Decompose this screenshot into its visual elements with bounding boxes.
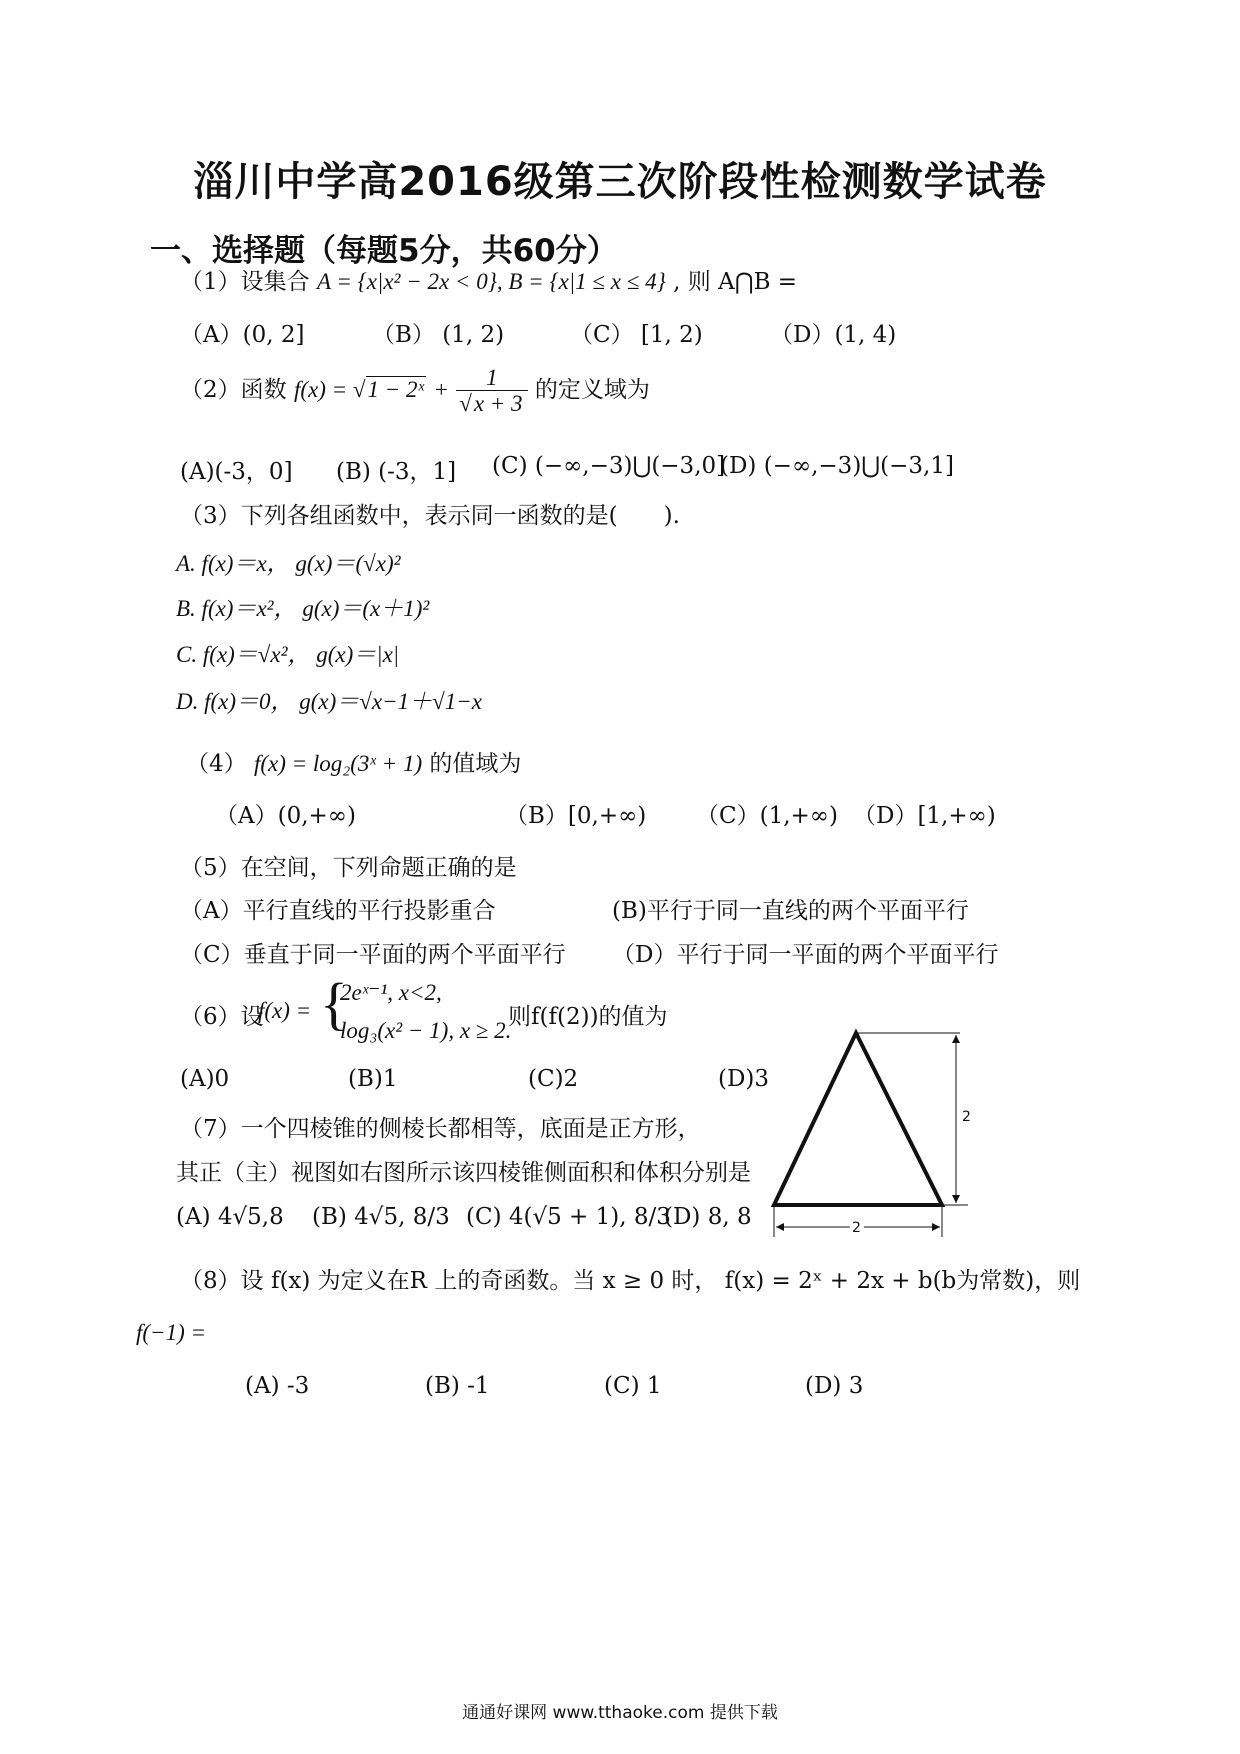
q1-option-c: （C） [1, 2) (570, 322, 703, 348)
q1-option-b: （B） (1, 2) (372, 322, 505, 348)
q3-option-a: A. f(x)＝x， g(x)＝(√x)² (176, 551, 401, 576)
question-2 (180, 365, 650, 417)
page-footer: 通通好课网 www.tthaoke.com 提供下载 (462, 1703, 778, 1723)
q8-option-a: (A) -3 (245, 1373, 310, 1399)
triangle-shape (774, 1033, 942, 1205)
q7-option-b: (B) 4√5, 8/3 (312, 1204, 450, 1230)
q1-tail: , 则 A⋂B = (673, 269, 798, 295)
q2-frac-den: √x + 3 (459, 391, 523, 417)
q1-expr: A = {x|x² − 2x < 0}, B = {x|1 ≤ x ≤ 4} (316, 269, 666, 294)
exam-title: 淄川中学高2016级第三次阶段性检测数学试卷 (193, 159, 1047, 205)
q2-fraction (456, 365, 527, 417)
height-arrow-bottom (952, 1195, 960, 1203)
q2-radicand: 1 − 2ˣ (367, 376, 425, 402)
q4-option-b: （B）[0,+∞) (505, 803, 647, 829)
question-8: （8）设 f(x) 为定义在R 上的奇函数。当 x ≥ 0 时， f(x) = 2ˣ + 2x + b(b为常数)，则 (180, 1268, 1081, 1294)
q2-option-a: (A)(-3，0] (180, 459, 293, 485)
q7-option-a: (A) 4√5,8 (176, 1204, 284, 1230)
q6-brace: { (320, 971, 348, 1036)
q3-option-b: B. f(x)＝x²， g(x)＝(x＋1)² (176, 596, 430, 621)
base-arrow-right (932, 1223, 940, 1231)
q8-option-b: (B) -1 (425, 1373, 490, 1399)
q4-option-a: （A）(0,+∞) (215, 803, 356, 829)
q6-tail: 则f(f(2))的值为 (508, 1004, 668, 1030)
q5-option-c: （C）垂直于同一平面的两个平面平行 (180, 942, 566, 968)
q6-option-c: (C)2 (528, 1066, 579, 1092)
q3-option-d: D. f(x)＝0， g(x)＝√x−1＋√1−x (176, 689, 483, 714)
front-view-figure (760, 1025, 990, 1240)
q2-option-c: (C) (−∞,−3)⋃(−3,0] (492, 453, 726, 479)
question-6-stem: （6）设 (180, 1004, 264, 1030)
q8-option-c: (C) 1 (604, 1373, 662, 1399)
q4-option-d: （D）[1,+∞) (853, 803, 996, 829)
q7-option-c: (C) 4(√5 + 1), 8/3 (466, 1204, 671, 1230)
q2-option-b: (B) (-3，1] (336, 459, 457, 485)
question-7-line-1: （7）一个四棱锥的侧棱长都相等，底面是正方形， (180, 1116, 701, 1142)
q4-expr: f(x) = log₂(3ˣ + 1) (253, 751, 423, 776)
question-4 (186, 745, 521, 778)
question-5: （5）在空间，下列命题正确的是 (180, 855, 517, 881)
q5-option-b: (B)平行于同一直线的两个平面平行 (612, 898, 969, 924)
q8-option-d: (D) 3 (805, 1373, 864, 1399)
height-arrow-top (952, 1035, 960, 1043)
q7-option-d: (D) 8, 8 (664, 1204, 752, 1230)
q3-option-c: C. f(x)＝√x²， g(x)＝|x| (176, 642, 400, 667)
q4-stem: （4） (186, 751, 247, 777)
q6-case-2: log₃(x² − 1), x ≥ 2. (340, 1018, 512, 1043)
q5-option-a: （A）平行直线的平行投影重合 (180, 898, 496, 924)
q1-option-d: （D）(1, 4) (770, 322, 897, 348)
section-heading: 一、选择题（每题5分，共60分） (150, 233, 618, 269)
q4-option-c: （C）(1,+∞) (696, 803, 838, 829)
q6-option-a: (A)0 (180, 1066, 230, 1092)
question-7-line-2: 其正（主）视图如右图所示该四棱锥侧面积和体积分别是 (176, 1160, 751, 1186)
q6-option-b: (B)1 (348, 1066, 398, 1092)
q6-option-d: (D)3 (718, 1066, 770, 1092)
q6-lhs: f(x) = (258, 998, 312, 1023)
q2-option-d: (D) (−∞,−3)⋃(−3,1] (720, 453, 954, 479)
q2-expr-left: f(x) = √ (293, 376, 366, 402)
q1-option-a: （A）(0, 2] (180, 322, 305, 348)
q5-option-d: （D）平行于同一平面的两个平面平行 (612, 942, 999, 968)
q8-stem-2: f(−1) = (136, 1320, 206, 1345)
q4-tail: 的值域为 (429, 751, 522, 777)
q2-tail: 的定义域为 (534, 376, 650, 403)
base-label: 2 (852, 1220, 861, 1236)
q2-frac-den-radicand: x + 3 (473, 391, 523, 417)
question-1 (180, 263, 797, 296)
q2-stem: （2）函数 (180, 376, 287, 403)
q2-frac-num: 1 (456, 365, 527, 391)
q2-plus: + (433, 376, 449, 402)
question-3: （3）下列各组函数中，表示同一函数的是( ). (180, 503, 680, 529)
q6-case-1: 2eˣ⁻¹, x<2, (340, 980, 442, 1005)
base-arrow-left (776, 1223, 784, 1231)
height-label: 2 (962, 1109, 971, 1125)
q1-stem: （1）设集合 (180, 269, 310, 295)
